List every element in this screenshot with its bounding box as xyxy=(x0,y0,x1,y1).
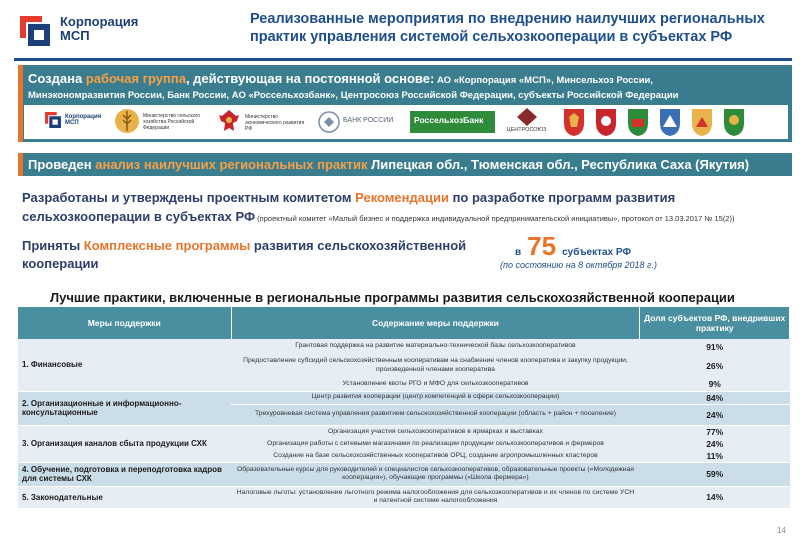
header-measures: Меры поддержки xyxy=(18,307,231,339)
wg-lead: Создана xyxy=(28,71,86,86)
table-title: Лучшие практики, включенные в региональные программы развития сельскохозяйственной кооперации xyxy=(50,290,735,305)
programs-text: Приняты Комплексные программы развития сельскохозяйственной кооперации xyxy=(22,238,467,271)
region-coat-of-arms-1-icon xyxy=(562,107,586,137)
header-content: Содержание меры поддержки xyxy=(231,307,640,339)
msp-logo-icon xyxy=(18,14,52,48)
table-row: 3. Организация каналов сбыта продукции СХК Организация участия сельхозкооперативов в ярмарках и выставках 77% xyxy=(18,425,790,438)
region-coat-of-arms-3-icon xyxy=(626,107,650,137)
minekonom-logo: Министерство экономического развития РФ xyxy=(216,107,311,137)
working-group-heading xyxy=(28,71,653,86)
page-title xyxy=(250,10,790,46)
msp-partner-logo: Корпорация МСП xyxy=(44,107,104,137)
logo-line2: МСП xyxy=(60,28,90,43)
header-divider xyxy=(14,58,792,61)
table-row: 5. Законодательные Налоговые льготы: установление льготного режима налогообложения для сельхозкооперативов и их членов по системе УСН и патентной системе налогообложения 14% xyxy=(18,486,790,508)
table-row: 1. Финансовые Грантовая поддержка на развитие материально-технической базы сельхозкооперативов 91% xyxy=(18,339,790,354)
regions-count-note: (по состоянию на 8 октября 2018 г.) xyxy=(500,260,657,270)
working-group-panel xyxy=(18,65,792,142)
table-row: Предоставление субсидий сельскохозяйственным кооперативам на снабжение членов кооператива и закупку продукции, произведенной членами кооператива 26% xyxy=(18,354,790,377)
region-coat-of-arms-6-icon xyxy=(722,107,746,137)
wg-members-1: АО «Корпорация «МСП», Минсельхоз России, xyxy=(434,75,654,86)
table-row: Создание на базе сельскохозяйственных кооперативов ОРЦ, создание агропромышленных кластеров 11% xyxy=(18,450,790,462)
wg-rest: , действующая на постоянной основе: xyxy=(185,71,435,86)
table-row: 4. Обучение, подготовка и переподготовка кадров для системы СХК Образовательные курсы для руководителей и специалистов сельхозкооперативов, образовательные проекты («Молодежная кооперация»), обучающие программы («Школа фермера») 59% xyxy=(18,462,790,486)
partner-logos-strip xyxy=(24,105,788,139)
table-row: Установление квоты РГО и МФО для сельхозкооперативов 9% xyxy=(18,377,790,391)
analysis-text: Проведен анализ наилучших региональных практик Липецкая обл., Тюменская обл., Республика Саха (Якутия) xyxy=(28,157,750,172)
table-row: Организация работы с сетевыми магазинами по реализации продукции сельхозкооперативов и фермеров 24% xyxy=(18,438,790,450)
table-row: Трехуровневая система управления развитием сельскохозяйственной кооперации (область + район + поселение) 24% xyxy=(18,404,790,425)
company-logo xyxy=(18,12,168,48)
accent-bar xyxy=(18,65,23,142)
eagle-emblem-icon xyxy=(216,107,242,135)
rshb-logo: РоссельхозБанк xyxy=(410,111,495,133)
title-line1: Реализованные мероприятия по внедрению наилучших региональных xyxy=(250,11,765,27)
wheat-emblem-icon xyxy=(114,107,140,135)
table-row: 2. Организационные и информационно-консультационные Центр развития кооперации (центр компетенций в сфере сельхозкооперации) 84% xyxy=(18,391,790,404)
recommendations-text: Разработаны и утверждены проектным комитетом Рекомендации по разработке программ развития сельхозкооперации в субъектах РФ (проектный комитет «Малый бизнес и поддержка индивидуальной предпринимательской инициативы», протокол от 13.03.2017 № 15(2)) xyxy=(22,190,735,224)
centrosoyuz-logo: ЦЕНТРОСОЮЗ xyxy=(504,107,549,137)
bank-emblem-icon xyxy=(318,111,340,133)
logo-line1: Корпорация xyxy=(60,14,139,29)
accent-bar-2 xyxy=(18,153,23,176)
minselhoz-logo: Министерство сельского хозяйства Российской Федерации xyxy=(114,107,209,137)
bank-russia-logo: БАНК РОССИИ xyxy=(318,107,403,137)
region-coat-of-arms-2-icon xyxy=(594,107,618,137)
analysis-panel xyxy=(18,153,792,176)
regions-count-number: 75 xyxy=(527,231,557,261)
wg-highlight: рабочая группа xyxy=(85,71,186,86)
wg-members-2: Минэкономразвития России, Банк России, АО «Россельхозбанк», Центросоюз Российской Федерации, субъекты Российской Федерации xyxy=(28,90,679,101)
centrosoyuz-emblem-icon xyxy=(516,107,538,127)
page-number: 14 xyxy=(777,526,786,535)
region-coat-of-arms-4-icon xyxy=(658,107,682,137)
region-coat-of-arms-5-icon xyxy=(690,107,714,137)
table-header-row xyxy=(18,307,790,339)
best-practices-table xyxy=(18,307,790,508)
header-share: Доля субъектов РФ, внедривших практику xyxy=(640,307,790,339)
regions-count: в 75 субъектах РФ (по состоянию на 8 октября 2018 г.) xyxy=(515,231,715,270)
title-line2: практик управления системой сельхозкооперации в субъектах РФ xyxy=(250,29,733,45)
